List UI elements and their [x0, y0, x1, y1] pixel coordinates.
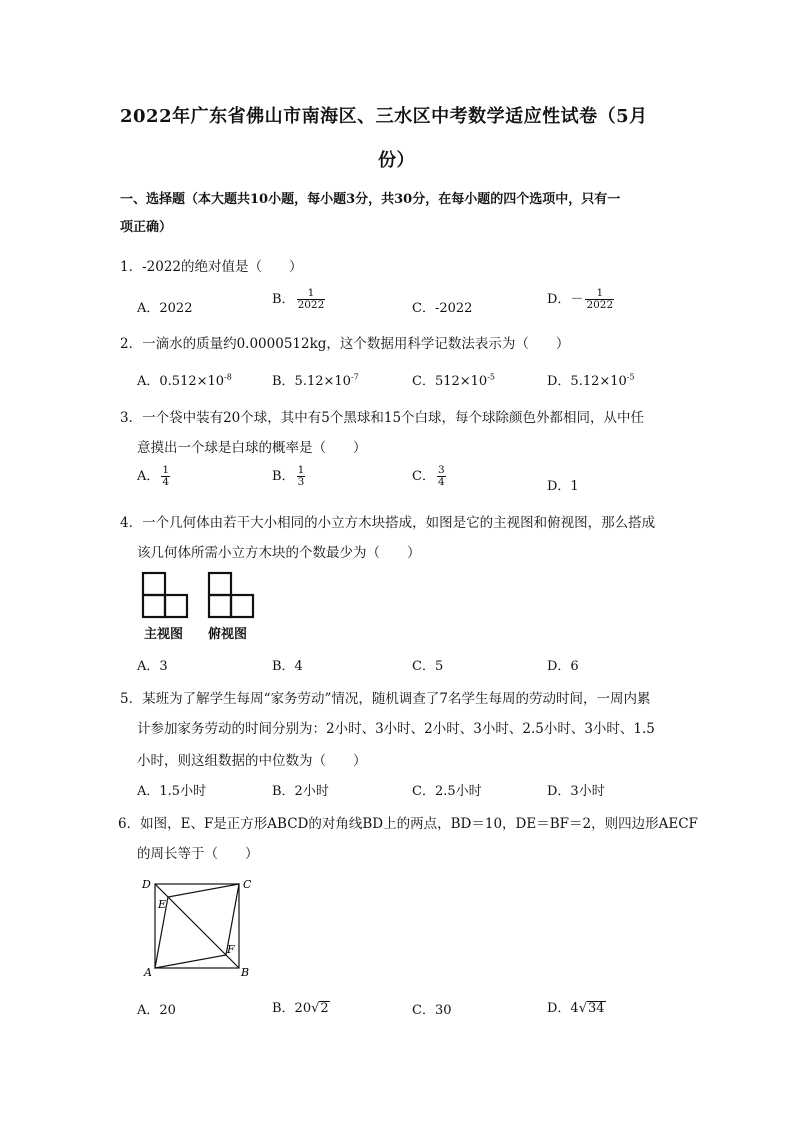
question-5-line1: 5．某班为了解学生每周“家务劳动”情况，随机调查了7名学生每周的劳动时间，一周内累: [120, 691, 651, 707]
q2-option-b: B．$5.12\times 10^{-7}$: [272, 372, 359, 389]
q1-option-b: B． $\frac{1}{2022}$: [272, 287, 325, 312]
q6-option-d: D．4√34: [547, 1001, 605, 1016]
point-b-label: B: [241, 966, 250, 979]
point-f-label: F: [227, 943, 235, 956]
q5-option-b: B．2小时: [272, 784, 329, 799]
section-header-line1: 一、选择题（本大题共10小题，每小题3分，共30分，在每小题的四个选项中，只有一: [120, 192, 621, 207]
q4-option-d: D．6: [547, 659, 579, 674]
q3-option-b: B． $\frac{1}{3}$: [272, 464, 305, 489]
front-view-drawing: [143, 573, 187, 617]
q1-option-c: C．-2022: [412, 301, 473, 316]
question-5-line3: 小时，则这组数据的中位数为（ ）: [137, 753, 367, 769]
point-e-label: E: [158, 898, 167, 911]
q6-option-b: B．20√2: [272, 1001, 329, 1016]
question-2-stem: 2．一滴水的质量约0.0000512kg，这个数据用科学记数法表示为（ ）: [120, 336, 570, 352]
question-4-line2: 该几何体所需小立方木块的个数最少为（ ）: [137, 545, 421, 561]
question-3-line2: 意摸出一个球是白球的概率是（ ）: [137, 440, 367, 456]
q6-option-c: C．30: [412, 1003, 452, 1018]
q6-option-a: A．20: [137, 1003, 176, 1018]
section-header-line2: 项正确）: [120, 220, 173, 235]
q3-option-a: A． $\frac{1}{4}$: [137, 464, 170, 489]
q5-option-d: D．3小时: [547, 784, 605, 799]
question-6-line2: 的周长等于（ ）: [137, 846, 259, 862]
q5-option-c: C．2.5小时: [412, 784, 482, 799]
point-c-label: C: [243, 878, 252, 891]
q3-option-d: D．1: [547, 479, 579, 494]
question-1-stem: 1．-2022的绝对值是（ ）: [120, 259, 303, 275]
q2-option-a: A．$0.512\times 10^{-8}$: [137, 372, 232, 389]
q2-option-c: C．$512\times 10^{-5}$: [412, 372, 495, 389]
q6-square-figure: [138, 874, 258, 984]
q1-option-a: A．2022: [137, 301, 193, 316]
top-view-label: 俯视图: [208, 627, 248, 642]
q4-views-figure: [138, 568, 268, 624]
point-d-label: D: [142, 878, 151, 891]
question-6-line1: 6．如图，E、F是正方形ABCD的对角线BD上的两点，BD＝10，DE＝BF＝2，则四边形AECF: [118, 816, 698, 832]
question-4-line1: 4．一个几何体由若干大小相同的小立方木块搭成，如图是它的主视图和俯视图，那么搭成: [120, 515, 656, 531]
point-a-label: A: [144, 966, 152, 979]
q1-option-d: D．－ $\frac{1}{2022}$: [547, 287, 614, 312]
question-3-line1: 3．一个袋中装有20个球，其中有5个黑球和15个白球，每个球除颜色外都相同，从中任: [120, 410, 645, 426]
question-5-line2: 计参加家务劳动的时间分别为：2小时、3小时、2小时、3小时、2.5小时、3小时、1.5: [137, 721, 655, 737]
q4-option-b: B．4: [272, 659, 303, 674]
exam-title-line1: 2022年广东省佛山市南海区、三水区中考数学适应性试卷（5月: [120, 106, 648, 127]
front-view-label: 主视图: [144, 627, 184, 642]
q5-option-a: A．1.5小时: [137, 784, 207, 799]
q4-option-a: A．3: [137, 659, 168, 674]
q4-option-c: C．5: [412, 659, 444, 674]
top-view-drawing: [209, 573, 253, 617]
exam-title-line2: 份）: [378, 150, 415, 171]
q3-option-c: C． $\frac{3}{4}$: [412, 464, 445, 489]
q2-option-d: D．$5.12\times 10^{-5}$: [547, 372, 635, 389]
